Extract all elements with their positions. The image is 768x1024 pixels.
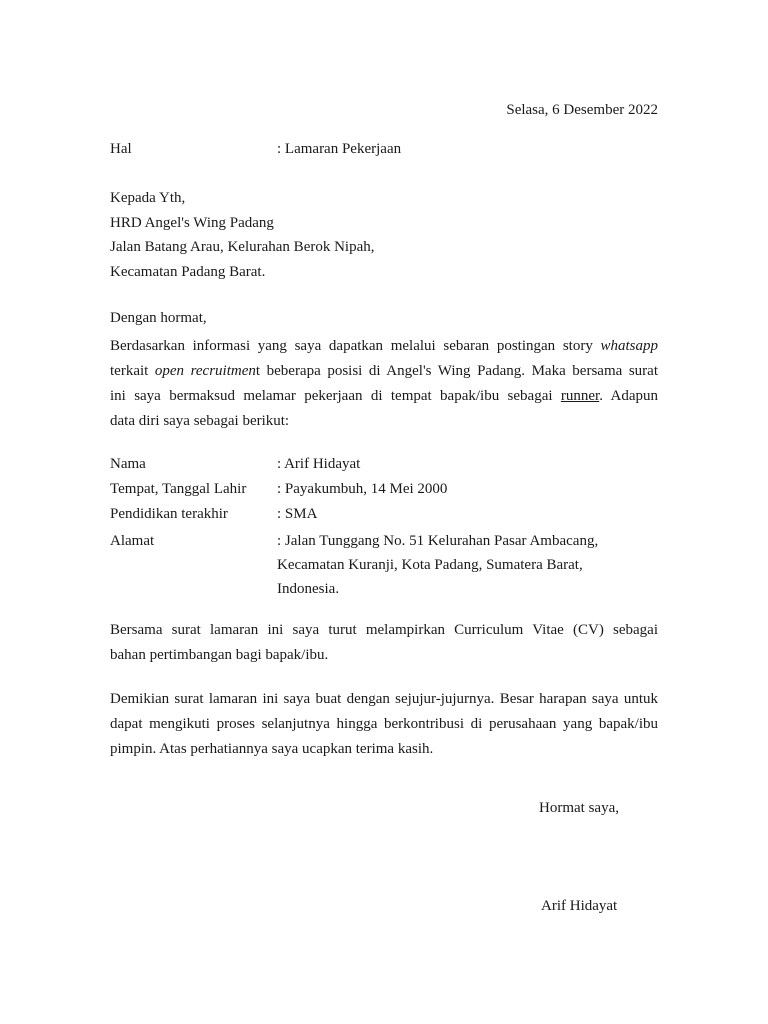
paragraph-line — [110, 334, 658, 359]
text-span: ini saya bermaksud melamar pekerjaan di tempat bapak/ibu sebagai — [110, 388, 561, 404]
text-span: . Adapun — [599, 388, 658, 404]
paragraph-line: Bersama surat lamaran ini saya turut melampirkan Curriculum Vitae (CV) sebagai — [110, 622, 658, 638]
subject-label: Hal — [110, 141, 132, 157]
paragraph-line: bahan pertimbangan bagi bapak/ibu. — [110, 647, 329, 663]
field-value-name: : Arif Hidayat — [277, 456, 361, 472]
recipient-line: Kepada Yth, — [110, 190, 186, 206]
address-continued-line: Indonesia. — [277, 581, 340, 597]
text-span: t beberapa posisi di Angel's Wing Padang. Maka bersama surat — [255, 363, 658, 379]
recipient-line: HRD Angel's Wing Padang — [110, 214, 274, 231]
subject-value: : Lamaran Pekerjaan — [277, 141, 402, 157]
field-label-education: Pendidikan terakhir — [110, 506, 228, 522]
paragraph-line — [110, 384, 658, 409]
paragraph-line: data diri saya sebagai berikut: — [110, 413, 290, 429]
italic-text: whatsapp — [600, 338, 658, 354]
text-span: terkait — [110, 363, 155, 379]
attachment-paragraph — [110, 618, 658, 668]
field-label-birth: Tempat, Tanggal Lahir — [110, 481, 247, 497]
paragraph-line: Demikian surat lamaran ini saya buat dengan sejujur-jujurnya. Besar harapan saya untuk — [110, 691, 658, 707]
signature-name: Arif Hidayat — [541, 898, 618, 914]
address-continued-line: Kecamatan Kuranji, Kota Padang, Sumatera Barat, — [277, 557, 583, 573]
field-label-name: Nama — [110, 456, 146, 472]
field-value-birth: : Payakumbuh, 14 Mei 2000 — [277, 481, 448, 497]
text-span: Berdasarkan informasi yang saya dapatkan melalui sebaran postingan story — [110, 338, 601, 354]
paragraph-line: dapat mengikuti proses selanjutnya hingga berkontribusi di perusahaan yang bapak/ibu — [110, 716, 658, 732]
recipient-line: Jalan Batang Arau, Kelurahan Berok Nipah, — [110, 239, 375, 256]
field-value-address: : Jalan Tunggang No. 51 Kelurahan Pasar Ambacang, — [277, 533, 599, 549]
underlined-text: runner — [560, 388, 600, 404]
italic-text: open recruitmen — [154, 363, 256, 379]
closing-text: Hormat saya, — [539, 800, 619, 816]
recipient-line: Kecamatan Padang Barat. — [110, 264, 266, 281]
paragraph-line: pimpin. Atas perhatiannya saya ucapkan terima kasih. — [110, 741, 434, 757]
paragraph-line — [110, 359, 658, 384]
intro-paragraph — [110, 334, 658, 434]
closing-paragraph — [110, 687, 658, 762]
field-label-address: Alamat — [110, 533, 155, 549]
letter-date: Selasa, 6 Desember 2022 — [506, 102, 658, 118]
field-value-education: : SMA — [277, 506, 318, 522]
recipient-block — [110, 186, 375, 285]
salutation: Dengan hormat, — [110, 310, 207, 326]
